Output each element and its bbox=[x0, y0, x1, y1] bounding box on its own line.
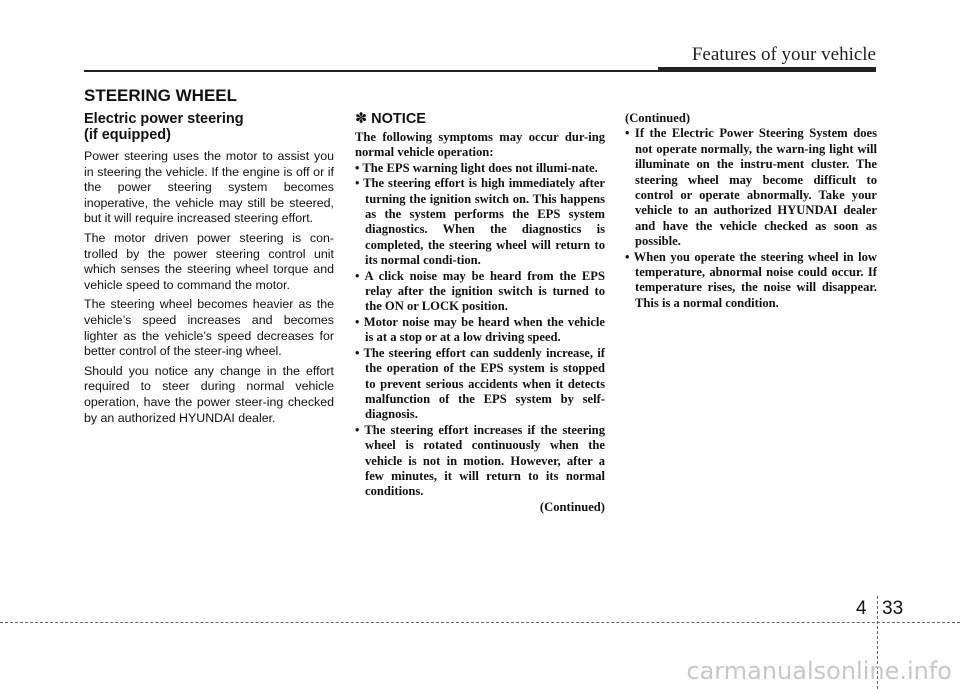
footer-dashed-rule bbox=[0, 622, 960, 623]
notice-bullet-list bbox=[355, 161, 605, 500]
paragraph: Power steering uses the motor to assist you in steering the vehicle. If the engine is off or if the power steering system becomes inoperative, the vehicle may still be steered, but it will require increased steering effort. bbox=[84, 149, 334, 226]
paragraph: Should you notice any change in the effort required to steer during normal vehicle operation, have the power steer-ing checked by an authorized HYUNDAI dealer. bbox=[84, 363, 334, 425]
notice-intro: The following symptoms may occur dur-ing normal vehicle operation: bbox=[355, 130, 605, 160]
subheading-line1: Electric power steering bbox=[84, 111, 244, 127]
watermark: carmanualsonline.info bbox=[686, 657, 952, 685]
continued-bullet-list bbox=[625, 126, 877, 311]
page-number: 33 bbox=[882, 598, 904, 619]
column-notice bbox=[355, 111, 605, 515]
paragraph: The motor driven power steering is con-trolled by the power steering control unit which senses the steering wheel torque and vehicle speed to command the motor. bbox=[84, 230, 334, 292]
list-item: • The steering effort increases if the steering wheel is rotated continuously when the vehicle is not in motion. However, after a few minutes, it will return to its normal conditions. bbox=[355, 422, 605, 499]
subheading bbox=[84, 111, 334, 143]
notice-title: ✽ NOTICE bbox=[355, 111, 426, 127]
continued-label: (Continued) bbox=[539, 499, 605, 514]
list-item: • The steering effort is high immediately after turning the ignition switch on. This happens as the system performs the EPS system diagnostics. When the diagnostics is completed, the steering wheel will return to its normal condi-tion. bbox=[355, 176, 605, 268]
list-item: • Motor noise may be heard when the vehicle is at a stop or at a low driving speed. bbox=[355, 314, 605, 345]
list-item: • When you operate the steering wheel in low temperature, abnormal noise could occur. If temperature rises, the noise will disappear. This is a normal condition. bbox=[625, 249, 877, 310]
column-electric-power-steering bbox=[84, 111, 334, 430]
list-item: • The EPS warning light does not illumi-nate. bbox=[355, 160, 598, 175]
list-item: • A click noise may be heard from the EPS relay after the ignition switch is turned to the ON or LOCK position. bbox=[355, 268, 605, 314]
paragraph: The steering wheel becomes heavier as the vehicle’s speed increases and becomes lighter as the vehicle’s speed decreases for better control of the steer-ing wheel. bbox=[84, 297, 334, 359]
list-item: • The steering effort can suddenly increase, if the operation of the EPS system is stopped to prevent serious accidents when it detects malfunction of the EPS system by self-diagnosis. bbox=[355, 345, 605, 422]
column-notice-continued bbox=[625, 111, 877, 311]
chapter-number: 4 bbox=[856, 598, 867, 619]
header-bar bbox=[658, 67, 876, 72]
section-heading: STEERING WHEEL bbox=[84, 86, 238, 105]
list-item: • If the Electric Power Steering System does not operate normally, the warn-ing light will illuminate on the instru-ment cluster. The steering wheel may become difficult to control or operate abnormally. Take your vehicle to an authorized HYUNDAI dealer and have the vehicle checked as soon as possible. bbox=[625, 126, 877, 249]
header-title: Features of your vehicle bbox=[691, 44, 876, 65]
continued-label: (Continued) bbox=[625, 111, 691, 125]
subheading-line2: (if equipped) bbox=[84, 127, 171, 143]
